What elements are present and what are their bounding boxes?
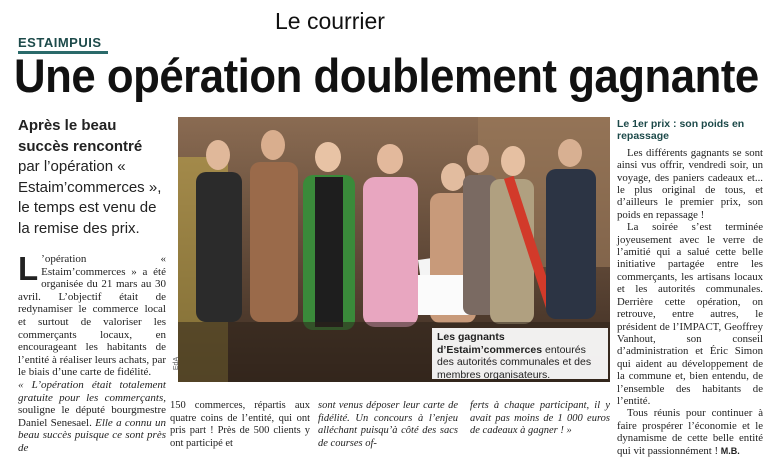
photo-credit: EdA xyxy=(173,356,181,371)
quote-text: « L’opération était totalement gratuite pour les commerçants, xyxy=(18,378,166,404)
quote-text-continued: Elle a connu un beau succès puisque ce sont près de xyxy=(18,416,166,454)
lead-text: par l’opération « Estaim’commerces », le temps est venu de la remise des prix. xyxy=(18,158,162,237)
article-headline: Une opération doublement gagnante xyxy=(14,49,759,102)
body-paragraph: ’opération « Estaim’commerces » a été organisée du 21 mars au 30 avril. L’objectif était de redynamiser le commerce local et surtout de valoriser les commerçants locaux, en encourageant les habitants de l’entité à réaliser leurs achats, par le biais d’une carte de fidélité. xyxy=(18,253,166,379)
sidebar-subhead: Le 1er prix : son poids en repassage xyxy=(617,118,745,143)
sidebar-column xyxy=(617,118,763,457)
drop-cap: L xyxy=(18,250,39,287)
article-body-column xyxy=(18,250,166,455)
photo-caption xyxy=(432,328,608,379)
bottom-column-3: ferts à chaque participant, il y avait pas moins de 1 000 euros de cadeaux à gagner ! » xyxy=(470,400,610,437)
article-lead xyxy=(18,116,168,239)
bottom-column-1: 150 commerces, répartis aux quatre coins de l’entité, qui ont pris part ! Près de 500 clients y ont participé et xyxy=(170,400,310,449)
author-signature: M.B. xyxy=(720,445,740,456)
sidebar-paragraph-text: Tous réunis pour continuer à faire prospérer l’économie et le dynamisme de cette belle entité qui vit passionnément ! xyxy=(617,407,763,457)
sidebar-paragraph xyxy=(617,407,763,457)
newspaper-masthead: Le courrier xyxy=(275,8,385,34)
section-label: ESTAIMPUIS xyxy=(18,35,102,50)
quote-attribution: souligne le député bourgmestre Daniel Senesael. xyxy=(18,404,166,429)
lead-bold: Après le beau succès rencontré xyxy=(18,117,143,155)
caption-title: Les gagnants d’Estaim’commerces xyxy=(437,331,543,356)
bottom-column-2: sont venus déposer leur carte de fidélité. Un concours à l’enjeu alléchant puisqu’à côté des sacs de courses of- xyxy=(318,400,458,449)
caption-text: entourés des autorités communales et des membres organisateurs. xyxy=(437,343,592,381)
sidebar-paragraph: Les différents gagnants se sont ainsi vus offrir, vendredi soir, un voyage, des paniers cadeaux et... le plus original de tous, et d’ailleurs le premier prix, son poids en repassage ! xyxy=(617,146,763,221)
sidebar-paragraph: La soirée s’est terminée joyeusement avec le verre de l’amitié qui a salué cette belle initiative partagée entre les commerçants, les artisans locaux et les autorités communales. Derrière cette opération, on retrouve, entre autres, le président de l’IMPACT, Geoffrey Vanhout, son conseil d’administration et Éric Simon qui aident au développement de la commune et, bien entendu, de l’ensemble des habitants de l’entité. xyxy=(617,221,763,407)
